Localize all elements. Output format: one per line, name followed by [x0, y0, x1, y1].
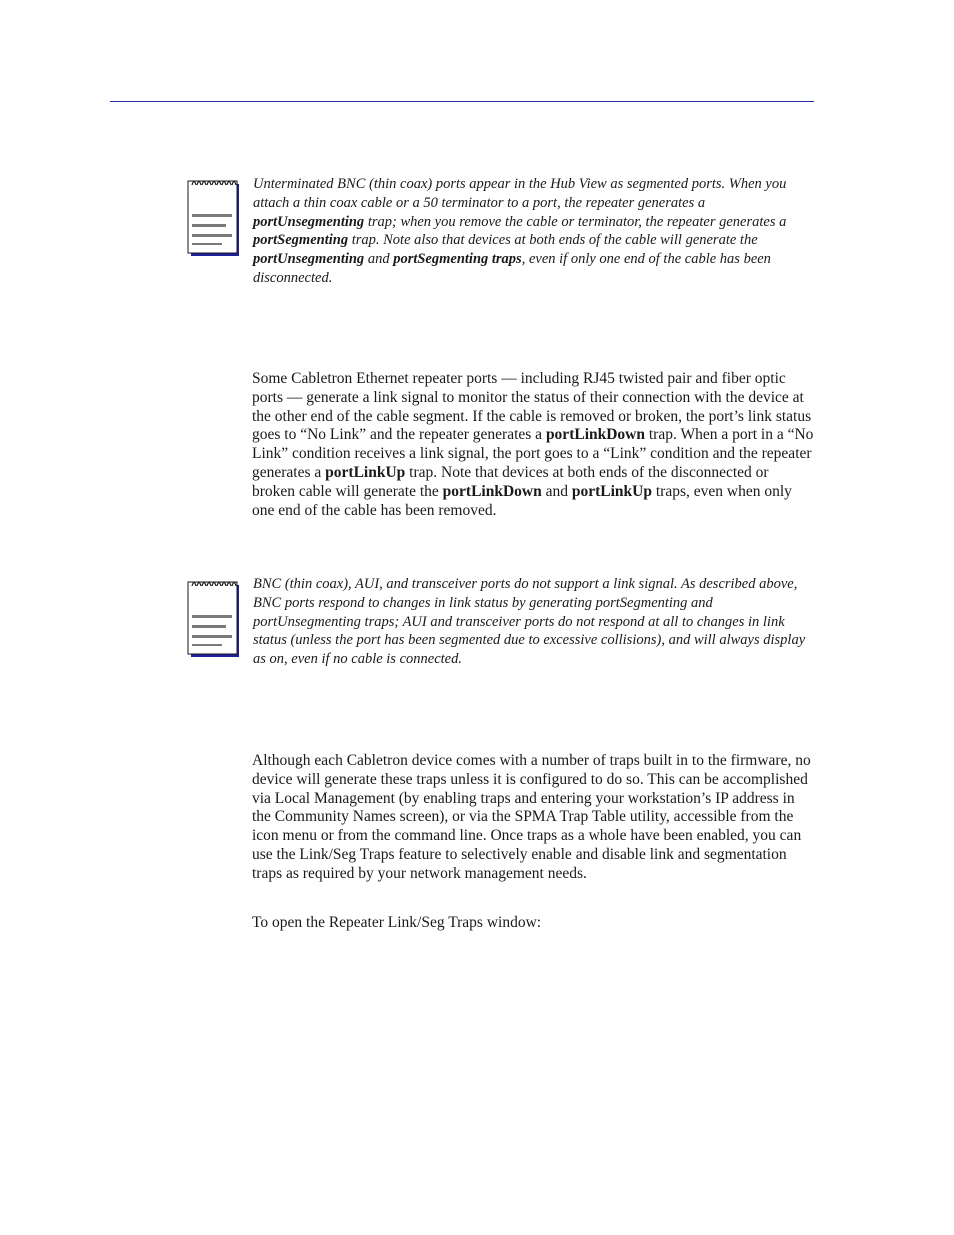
- note-link-signal-support: BNC (thin coax), AUI, and transceiver ports do not support a link signal. As described above, BNC ports respond to changes in link status by generating portSegmenting and portUnsegmenting traps; AUI and transceiver ports do not respond at all to changes in link status (unless the port has been segmented due to excessive collisions), and will always display as on, even if no cable is connected.: [253, 576, 806, 668]
- trap-name: portLinkDown: [545, 426, 645, 444]
- trap-name: portSegmenting traps: [393, 251, 522, 268]
- trap-name: portSegmenting: [253, 232, 349, 249]
- trap-name: portLinkUp: [325, 463, 406, 481]
- trap-name: portUnsegmenting: [253, 213, 365, 230]
- trap-name: portLinkUp: [571, 482, 652, 500]
- trap-name: portLinkDown: [442, 482, 542, 500]
- note-unterminated-bnc: Unterminated BNC (thin coax) ports appear in the Hub View as segmented ports. When you attach a thin coax cable or a 50 terminator to a port, the repeater generates a portUnsegmenting trap; when you remove the cable or terminator, the repeater generates a portSegmenting trap. Note also that devices at both ends of the cable will generate the portUnsegmenting and portSegmenting traps, even if only one end of the cable has been disconnected.: [253, 176, 787, 286]
- notepad-icon: [187, 577, 241, 657]
- link-signal-paragraph: Some Cabletron Ethernet repeater ports — including RJ45 twisted pair and fiber optic ports — generate a link signal to monitor the status of their connection with the device at the other end of the cable segment. If the cable is removed or broken, the port’s link status goes to “No Link” and the repeater generates a portLinkDown trap. When a port in a “No Link” condition receives a link signal, the port goes to a “Link” condition and the repeater generates a portLinkUp trap. Note that devices at both ends of the disconnected or broken cable will generate the portLinkDown and portLinkUp traps, even when only one end of the cable has been removed.: [252, 370, 814, 519]
- trap-configuration-paragraph: Although each Cabletron device comes with a number of traps built in to the firmware, no device will generate these traps unless it is configured to do so. This can be accomplished via Local Management (by enabling traps and entering your workstation’s IP address in the Community Names screen), or via the SPMA Trap Table utility, accessible from the icon menu or from the command line. Once traps as a whole have been enabled, you can use the Link/Seg Traps feature to selectively enable and disable link and segmentation traps as required by your network management needs.: [252, 752, 811, 882]
- trap-name: portUnsegmenting: [253, 251, 365, 268]
- open-window-instruction: To open the Repeater Link/Seg Traps window:: [252, 914, 542, 931]
- notepad-icon: [187, 176, 241, 256]
- header-rule: [110, 101, 814, 102]
